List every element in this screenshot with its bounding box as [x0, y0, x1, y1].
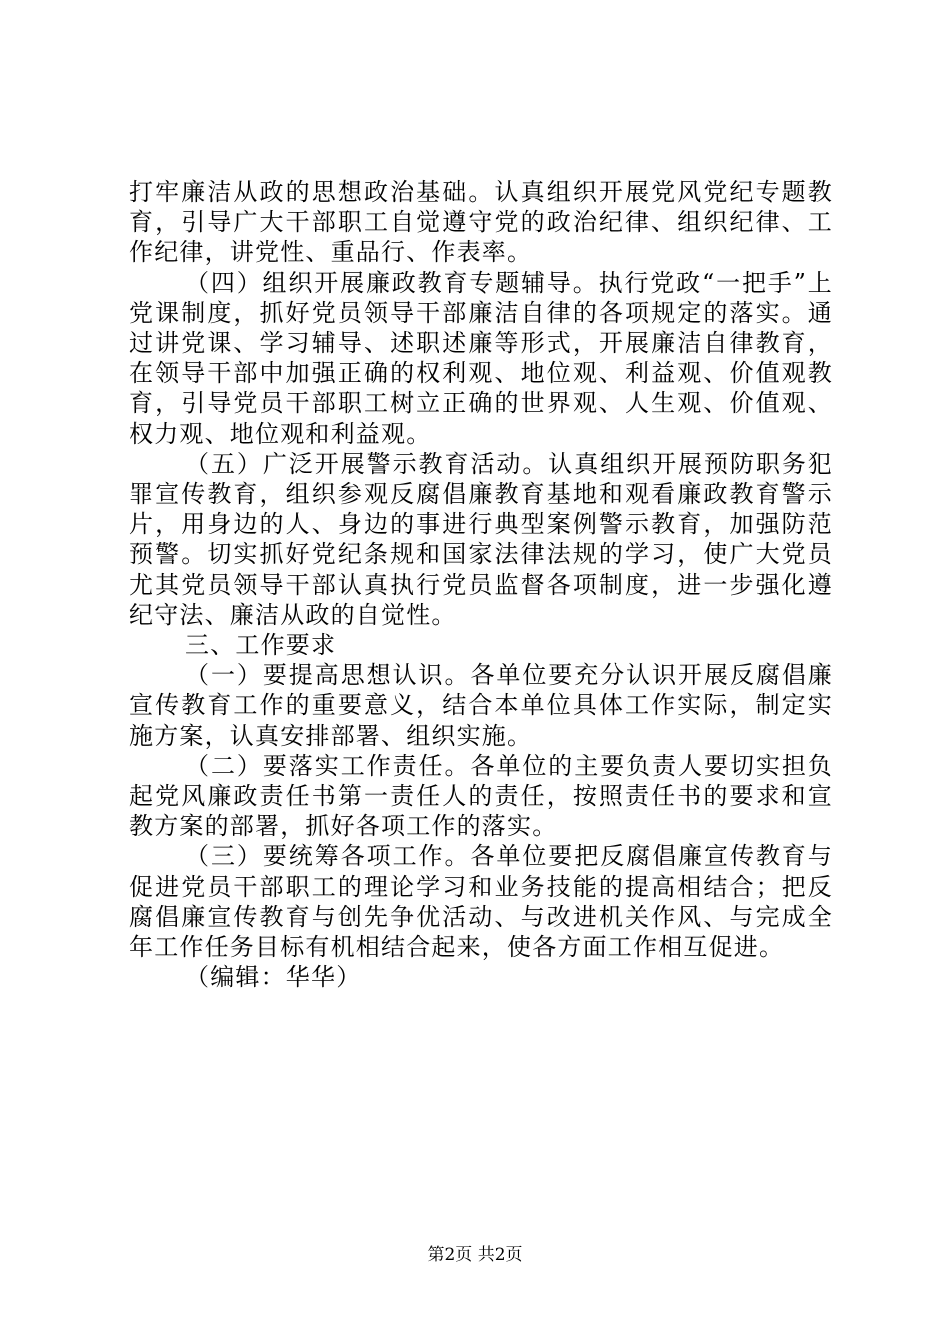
paragraph-section-4: （四）组织开展廉政教育专题辅导。执行党政“一把手”上党课制度，抓好党员领导干部廉洁自律的各项规定的落实。通过讲党课、学习辅导、述职述廉等形式，开展廉洁自律教育，在领导干部中加强正确的权利观、地位观、利益观、价值观教育，引导党员干部职工树立正确的世界观、人生观、价值观、权力观、地位观和利益观。: [129, 268, 833, 448]
page-number: 第2页 共2页: [427, 1245, 523, 1265]
editor-note: （编辑：华华）: [185, 963, 362, 992]
paragraph-requirement-2: （二）要落实工作责任。各单位的主要负责人要切实担负起党风廉政责任书第一责任人的责任，按照责任书的要求和宣教方案的部署，抓好各项工作的落实。: [129, 751, 833, 841]
paragraph-continuation: 打牢廉洁从政的思想政治基础。认真组织开展党风党纪专题教育，引导广大干部职工自觉遵守党的政治纪律、组织纪律、工作纪律，讲党性、重品行、作表率。: [129, 178, 833, 267]
paragraph-requirement-1: （一）要提高思想认识。各单位要充分认识开展反腐倡廉宣传教育工作的重要意义，结合本单位具体工作实际，制定实施方案，认真安排部署、组织实施。: [129, 661, 833, 750]
heading-work-requirements: 三、工作要求: [185, 631, 337, 660]
paragraph-requirement-3: （三）要统筹各项工作。各单位要把反腐倡廉宣传教育与促进党员干部职工的理论学习和业务技能的提高相结合；把反腐倡廉宣传教育与创先争优活动、与改进机关作风、与完成全年工作任务目标有机相结合起来，使各方面工作相互促进。: [129, 842, 833, 962]
paragraph-section-5: （五）广泛开展警示教育活动。认真组织开展预防职务犯罪宣传教育，组织参观反腐倡廉教育基地和观看廉政教育警示片，用身边的人、身边的事进行典型案例警示教育，加强防范预警。切实抓好党纪条规和国家法律法规的学习，使广大党员尤其党员领导干部认真执行党员监督各项制度，进一步强化遵纪守法、廉洁从政的自觉性。: [129, 449, 833, 629]
page-footer: [0, 1244, 950, 1266]
document-body: [129, 177, 833, 992]
